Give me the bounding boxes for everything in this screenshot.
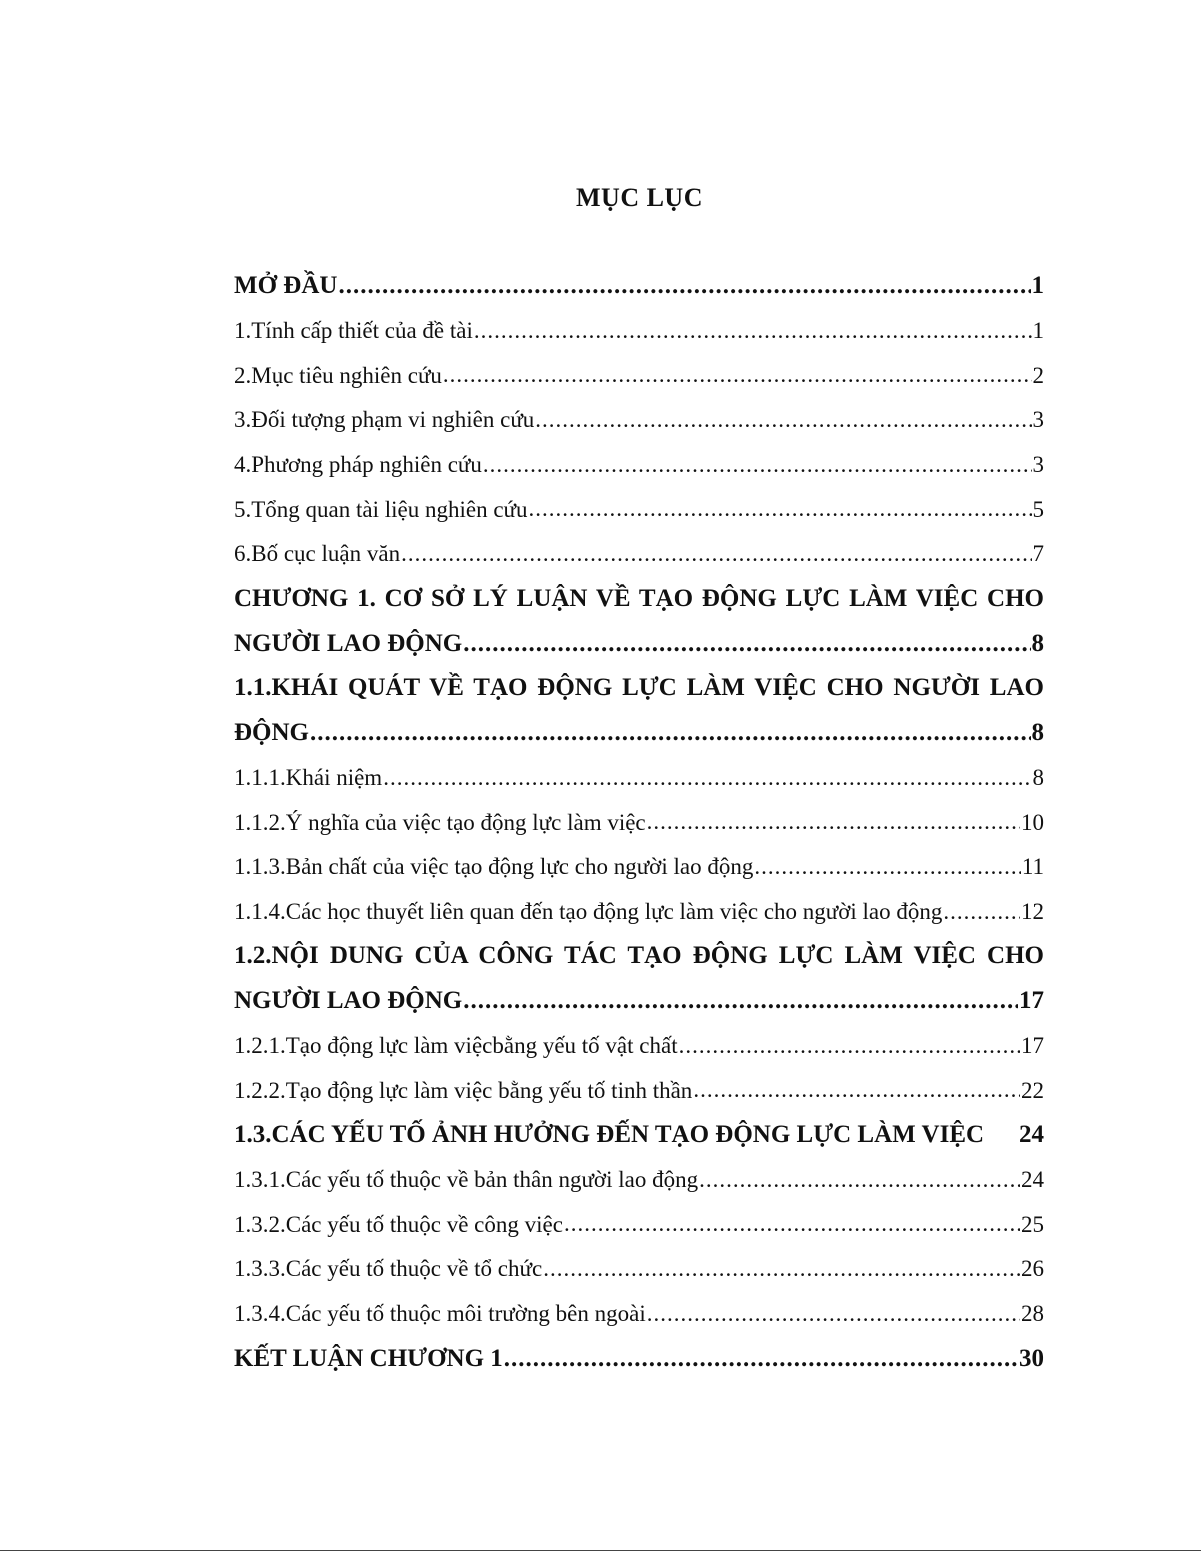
toc-page-number: 22 <box>1021 1077 1044 1103</box>
toc-entry[interactable] <box>234 487 1044 532</box>
toc-title: MỤC LỤC <box>576 183 703 212</box>
toc-page-number: 24 <box>1019 1121 1044 1149</box>
toc-dot-leader <box>529 498 1032 521</box>
toc-page-number: 12 <box>1021 898 1044 924</box>
toc-entry[interactable] <box>234 622 1044 667</box>
toc-page-number: 8 <box>1031 719 1044 747</box>
toc-entry-label: KẾT LUẬN CHƯƠNG 1 <box>234 1344 503 1372</box>
toc-dot-leader <box>564 1213 1020 1236</box>
toc-entry[interactable] <box>234 1113 1044 1158</box>
table-of-contents <box>234 264 1044 1381</box>
toc-dot-leader <box>679 1035 1020 1058</box>
toc-dot-leader <box>463 989 1018 1014</box>
toc-entry[interactable] <box>234 1068 1044 1113</box>
toc-page-number: 5 <box>1032 496 1044 522</box>
toc-dot-leader <box>693 1079 1020 1102</box>
toc-entry[interactable] <box>234 890 1044 935</box>
toc-dot-leader <box>310 721 1031 746</box>
toc-entry[interactable] <box>234 309 1044 354</box>
toc-entry-label: 1.Tính cấp thiết của đề tài <box>234 318 473 344</box>
toc-dot-leader <box>647 1303 1020 1326</box>
toc-page-number: 1 <box>1031 272 1044 300</box>
toc-entry-label: 1.1.3.Bản chất của việc tạo động lực cho người lao động <box>234 854 754 880</box>
toc-entry[interactable] <box>234 1202 1044 1247</box>
toc-entry-label: CHƯƠNG 1. CƠ SỞ LÝ LUẬN VỀ TẠO ĐỘNG LỰC LÀM VIỆC CHO <box>234 584 1044 612</box>
toc-entry-label: 5.Tổng quan tài liệu nghiên cứu <box>234 496 528 522</box>
toc-entry-label: 1.3.CÁC YẾU TỐ ẢNH HƯỞNG ĐẾN TẠO ĐỘNG LỰC LÀM VIỆC <box>234 1121 985 1149</box>
toc-entry[interactable] <box>234 711 1044 756</box>
toc-entry[interactable] <box>234 1337 1044 1382</box>
toc-entry[interactable] <box>234 666 1044 711</box>
toc-entry-label: 2.Mục tiêu nghiên cứu <box>234 362 442 388</box>
page-bottom-rule <box>0 1550 1201 1551</box>
toc-entry[interactable] <box>234 353 1044 398</box>
toc-entry[interactable] <box>234 398 1044 443</box>
toc-page-number: 10 <box>1021 809 1044 835</box>
toc-entry-label: NGƯỜI LAO ĐỘNG <box>234 987 463 1015</box>
toc-entry[interactable] <box>234 756 1044 801</box>
toc-entry-label: 1.2.NỘI DUNG CỦA CÔNG TÁC TẠO ĐỘNG LỰC LÀM VIỆC CHO <box>234 942 1044 970</box>
toc-entry[interactable] <box>234 532 1044 577</box>
toc-page-number: 7 <box>1032 541 1044 567</box>
toc-dot-leader <box>338 274 1030 299</box>
toc-dot-leader <box>383 766 1031 789</box>
toc-page-number: 24 <box>1021 1167 1044 1193</box>
toc-entry-label: 1.3.3.Các yếu tố thuộc về tổ chức <box>234 1256 543 1282</box>
toc-entry-label: 1.3.2.Các yếu tố thuộc về công việc <box>234 1211 563 1237</box>
toc-entry-label: 1.2.2.Tạo động lực làm việc bằng yếu tố tinh thần <box>234 1077 693 1103</box>
toc-page-number: 28 <box>1021 1301 1044 1327</box>
toc-entry[interactable] <box>234 443 1044 488</box>
toc-page-number: 3 <box>1032 407 1044 433</box>
toc-entry-label: ĐỘNG <box>234 719 309 747</box>
toc-entry-label: 4.Phương pháp nghiên cứu <box>234 452 482 478</box>
toc-page-number: 8 <box>1031 629 1044 657</box>
toc-entry-label: 1.1.2.Ý nghĩa của việc tạo động lực làm việc <box>234 809 646 835</box>
toc-dot-leader <box>474 320 1032 343</box>
toc-entry[interactable] <box>234 1024 1044 1069</box>
toc-page-number: 25 <box>1021 1211 1044 1237</box>
toc-dot-leader <box>463 631 1030 656</box>
toc-entry-label: 1.1.4.Các học thuyết liên quan đến tạo động lực làm việc cho người lao động <box>234 898 943 924</box>
toc-dot-leader <box>647 811 1020 834</box>
toc-entry[interactable] <box>234 264 1044 309</box>
toc-dot-leader <box>443 364 1032 387</box>
toc-dot-leader <box>543 1258 1020 1281</box>
toc-entry-label: 1.1.KHÁI QUÁT VỀ TẠO ĐỘNG LỰC LÀM VIỆC CHO NGƯỜI LAO <box>234 674 1044 702</box>
toc-entry-label: 6.Bố cục luận văn <box>234 541 401 567</box>
toc-entry-label: 1.3.4.Các yếu tố thuộc môi trường bên ngoài <box>234 1301 646 1327</box>
toc-dot-leader <box>699 1169 1020 1192</box>
toc-dot-leader <box>504 1346 1018 1371</box>
toc-entry[interactable] <box>234 577 1044 622</box>
toc-entry[interactable] <box>234 979 1044 1024</box>
toc-dot-leader <box>535 409 1031 432</box>
toc-entry-label: 1.3.1.Các yếu tố thuộc về bản thân người lao động <box>234 1167 699 1193</box>
toc-page-number: 2 <box>1032 362 1044 388</box>
toc-dot-leader <box>943 900 1020 923</box>
toc-entry[interactable] <box>234 845 1044 890</box>
toc-page-number: 11 <box>1021 854 1044 880</box>
toc-dot-leader <box>483 454 1032 477</box>
toc-entry[interactable] <box>234 1247 1044 1292</box>
toc-entry-label: 1.2.1.Tạo động lực làm việcbằng yếu tố vật chất <box>234 1033 678 1059</box>
toc-entry[interactable] <box>234 800 1044 845</box>
toc-entry[interactable] <box>234 1158 1044 1203</box>
toc-entry-label: NGƯỜI LAO ĐỘNG <box>234 629 463 657</box>
toc-entry-label: 3.Đối tượng phạm vi nghiên cứu <box>234 407 535 433</box>
toc-dot-leader <box>754 856 1021 879</box>
toc-entry-label: MỞ ĐẦU <box>234 272 338 300</box>
toc-entry-label: 1.1.1.Khái niệm <box>234 764 383 790</box>
toc-entry[interactable] <box>234 934 1044 979</box>
toc-page-number: 1 <box>1032 318 1044 344</box>
toc-page-number: 8 <box>1032 764 1044 790</box>
toc-dot-leader <box>401 543 1031 566</box>
toc-page-number: 26 <box>1021 1256 1044 1282</box>
toc-page-number: 17 <box>1021 1033 1044 1059</box>
toc-entry[interactable] <box>234 1292 1044 1337</box>
toc-page-number: 3 <box>1032 452 1044 478</box>
toc-page-number: 17 <box>1019 987 1044 1015</box>
toc-page-number: 30 <box>1019 1344 1044 1372</box>
